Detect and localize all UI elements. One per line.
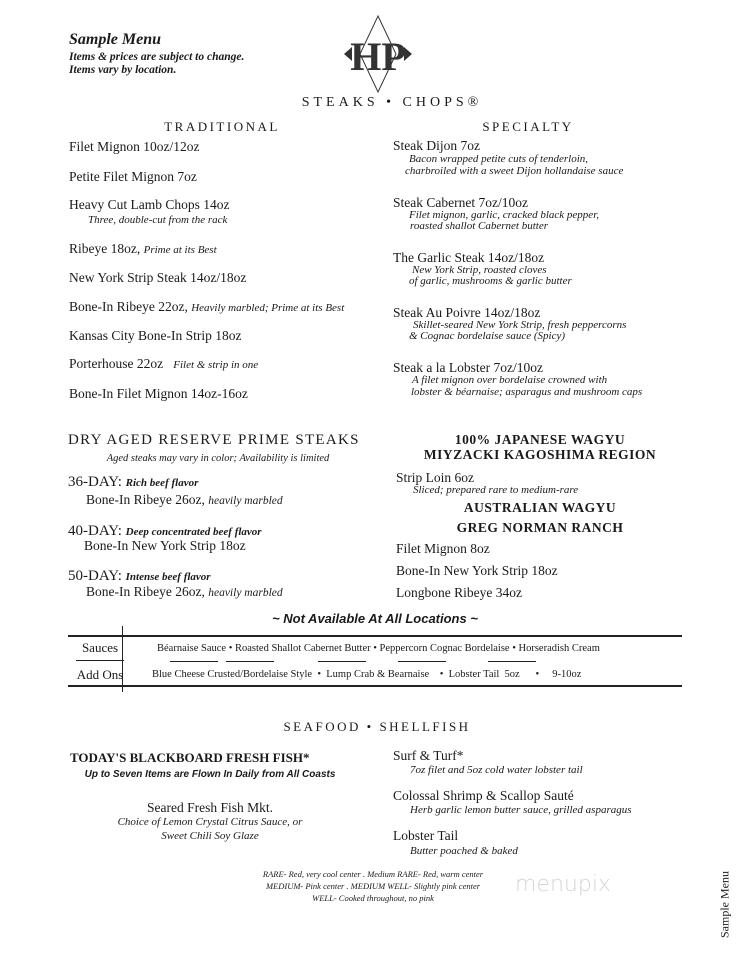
wagyu-heading: 100% JAPANESE WAGYU	[454, 432, 626, 447]
divider	[398, 661, 446, 662]
menu-item: Heavy Cut Lamb Chops 14oz	[69, 197, 230, 212]
menu-item	[69, 241, 217, 257]
wagyu-heading: MIYZACKI KAGOSHIMA REGION	[423, 447, 657, 462]
menu-item	[69, 299, 344, 315]
divider	[226, 661, 274, 662]
menu-item: Bone-In New York Strip 18oz	[84, 538, 246, 553]
dry-aged-level	[68, 568, 211, 585]
header-note: Items & prices are subject to change.	[69, 51, 245, 63]
item-note: Filet & strip in one	[173, 359, 259, 371]
menu-item-desc: Filet mignon, garlic, cracked black pepper,	[409, 209, 600, 221]
menu-item-desc: Herb garlic lemon butter sauce, grilled asparagus	[410, 804, 632, 816]
menu-title: Sample Menu	[69, 31, 162, 48]
wagyu-heading: AUSTRALIAN WAGYU	[463, 500, 617, 515]
menu-item: The Garlic Steak 14oz/18oz	[393, 250, 545, 265]
menu-item-desc: & Cognac bordelaise sauce (Spicy)	[409, 330, 565, 342]
menu-item: Strip Loin 6oz	[396, 470, 474, 485]
divider	[170, 661, 218, 662]
age-label: 36-DAY:	[68, 474, 122, 490]
age-label: 40-DAY:	[68, 523, 122, 539]
menu-item: Steak Cabernet 7oz/10oz	[393, 195, 528, 210]
menu-item	[86, 584, 283, 600]
menu-item: Steak Au Poivre 14oz/18oz	[393, 305, 541, 320]
menu-item-desc: Choice of Lemon Crystal Citrus Sauce, or	[117, 816, 303, 828]
menu-item-desc: Sliced; prepared rare to medium-rare	[413, 484, 579, 496]
menu-item: Bone-In New York Strip 18oz	[396, 563, 558, 578]
age-label: 50-DAY:	[68, 568, 122, 584]
menu-item: Kansas City Bone-In Strip 18oz	[69, 328, 242, 343]
menu-item-desc: Butter poached & baked	[410, 845, 518, 857]
hp-logo	[340, 14, 416, 94]
menu-item: Steak Dijon 7oz	[393, 138, 480, 153]
fresh-fish-note: Up to Seven Items are Flown In Daily from All Coasts	[84, 769, 336, 780]
menu-item	[86, 492, 283, 508]
addons-list: Blue Cheese Crusted/Bordelaise Style • Lump Crab & Bearnaise • Lobster Tail 5oz • 9-10oz	[152, 669, 582, 680]
divider	[76, 660, 124, 661]
item-name: Ribeye 18oz,	[69, 241, 141, 256]
side-label: Sample Menu	[717, 871, 732, 938]
doneness-guide: WELL- Cooked throughout, no pink	[312, 893, 434, 903]
availability-note: ~ Not Available At All Locations ~	[272, 611, 478, 626]
menu-item-desc: Sweet Chili Soy Glaze	[161, 830, 259, 842]
doneness-guide: RARE- Red, very cool center . Medium RARE- Red, warm center	[262, 869, 484, 879]
item-note: Prime at its Best	[143, 244, 217, 256]
menu-item: Steak a la Lobster 7oz/10oz	[393, 360, 543, 375]
divider	[68, 635, 682, 637]
menu-item: Filet Mignon 10oz/12oz	[69, 139, 200, 154]
divider	[488, 661, 536, 662]
brand-tagline: STEAKS • CHOPS®	[301, 95, 483, 110]
menu-item-desc: charbroiled with a sweet Dijon hollandaise sauce	[405, 165, 624, 177]
addons-label: Add Ons	[76, 667, 124, 682]
item-note: heavily marbled	[208, 587, 283, 599]
item-name: Bone-In Ribeye 26oz,	[86, 584, 205, 599]
doneness-guide: MEDIUM- Pink center . MEDIUM WELL- Slightly pink center	[265, 881, 481, 891]
item-name: Bone-In Ribeye 22oz,	[69, 299, 188, 314]
section-heading-traditional: TRADITIONAL	[164, 119, 280, 134]
menu-item-desc: A filet mignon over bordelaise crowned with	[412, 374, 608, 386]
menu-item-desc: Skillet-seared New York Strip, fresh peppercorns	[413, 319, 627, 331]
menu-item-desc: Bacon wrapped petite cuts of tenderloin,	[409, 153, 589, 165]
menu-item-desc: New York Strip, roasted cloves	[412, 264, 547, 276]
divider	[68, 685, 682, 687]
menu-item	[69, 356, 258, 372]
menu-item-desc: 7oz filet and 5oz cold water lobster tail	[410, 764, 583, 776]
dry-aged-note: Aged steaks may vary in color; Availability is limited	[106, 453, 330, 464]
menu-item: New York Strip Steak 14oz/18oz	[69, 270, 247, 285]
menu-item: Seared Fresh Fish Mkt.	[147, 800, 273, 815]
menu-item: Bone-In Filet Mignon 14oz-16oz	[69, 386, 248, 401]
menu-item-desc: of garlic, mushrooms & garlic butter	[409, 275, 572, 287]
item-name: Bone-In Ribeye 26oz,	[86, 492, 205, 507]
menu-item: Colossal Shrimp & Scallop Sauté	[393, 788, 574, 803]
header-note: Items vary by location.	[69, 64, 177, 76]
flavor: Intense beef flavor	[125, 571, 211, 583]
section-heading-specialty: SPECIALTY	[482, 119, 574, 134]
item-note: Heavily marbled; Prime at its Best	[191, 302, 345, 314]
item-name: Porterhouse 22oz	[69, 356, 164, 371]
menu-item: Lobster Tail	[393, 828, 459, 843]
flavor: Rich beef flavor	[125, 477, 199, 489]
sauces-label: Sauces	[81, 640, 119, 655]
menu-item: Surf & Turf*	[393, 748, 464, 763]
divider	[318, 661, 366, 662]
menu-item: Filet Mignon 8oz	[396, 541, 490, 556]
menu-item: Petite Filet Mignon 7oz	[69, 169, 197, 184]
wagyu-heading: GREG NORMAN RANCH	[456, 520, 624, 535]
section-heading-seafood: SEAFOOD • SHELLFISH	[283, 719, 471, 734]
menu-item: Longbone Ribeye 34oz	[396, 585, 522, 600]
item-note: heavily marbled	[208, 495, 283, 507]
svg-text:HP: HP	[350, 34, 406, 79]
menu-item-desc: roasted shallot Cabernet butter	[410, 220, 549, 232]
watermark: menupix	[515, 872, 611, 897]
section-heading-dry-aged: DRY AGED RESERVE PRIME STEAKS	[68, 432, 360, 448]
menu-item-desc: lobster & béarnaise; asparagus and mushroom caps	[411, 386, 643, 398]
flavor: Deep concentrated beef flavor	[125, 526, 262, 538]
sauces-list: Béarnaise Sauce • Roasted Shallot Cabernet Butter • Peppercorn Cognac Bordelaise • Horseradish Cream	[157, 643, 600, 654]
fresh-fish-heading: TODAY'S BLACKBOARD FRESH FISH*	[70, 750, 310, 765]
menu-item-desc: Three, double-cut from the rack	[88, 214, 228, 226]
dry-aged-level	[68, 474, 198, 491]
